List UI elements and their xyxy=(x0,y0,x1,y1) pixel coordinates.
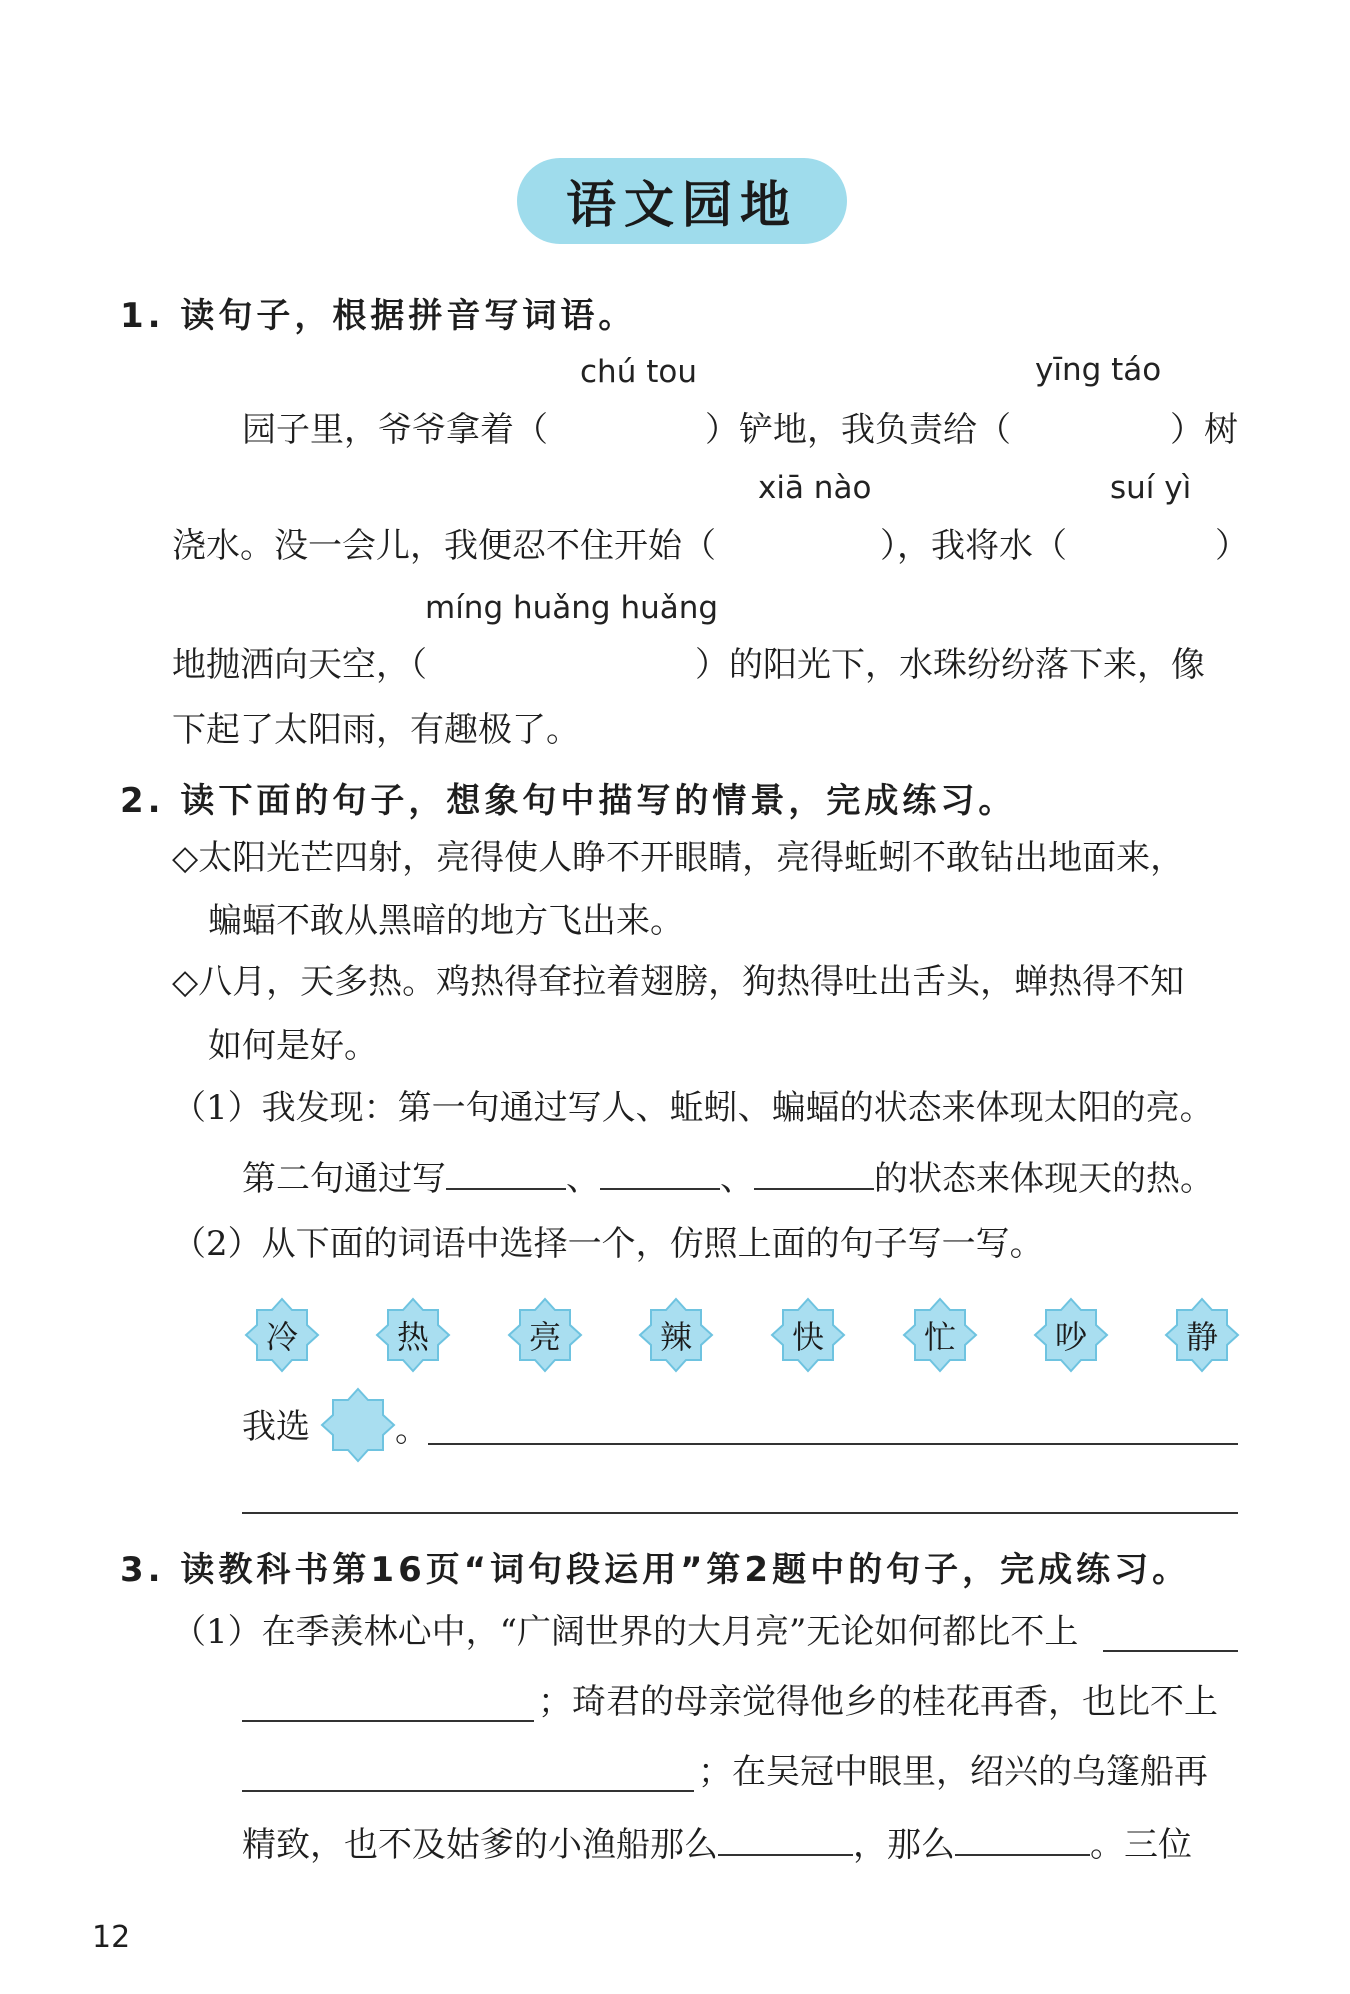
pinyin-suiyi: suí yì xyxy=(1110,470,1192,506)
answer-blank[interactable] xyxy=(718,1824,853,1856)
q2-part1-text-b: 的状态来体现天的热。 xyxy=(874,1159,1214,1199)
answer-blank[interactable] xyxy=(754,1158,874,1190)
word-tile[interactable] xyxy=(638,1297,714,1373)
q1-heading: 1. 读句子，根据拼音写词语。 xyxy=(120,296,637,336)
page-number: 12 xyxy=(92,1920,131,1955)
q3-line3: ；在吴冠中眼里，绍兴的乌篷船再 xyxy=(698,1752,1208,1792)
q2-sentence2-a: ◇八月，天多热。鸡热得耷拉着翅膀，狗热得吐出舌头，蝉热得不知 xyxy=(172,962,1185,1002)
word-tile-label: 快 xyxy=(791,1318,824,1356)
word-tile[interactable] xyxy=(1164,1297,1240,1373)
answer-blank[interactable] xyxy=(955,1824,1090,1856)
q3-heading: 3. 读教科书第16页“词句段运用”第2题中的句子，完成练习。 xyxy=(120,1550,1191,1590)
answer-blank[interactable] xyxy=(446,1158,566,1190)
q2-sentence1-b: 蝙蝠不敢从黑暗的地方飞出来。 xyxy=(208,901,684,941)
answer-line[interactable] xyxy=(428,1443,1238,1445)
answer-line[interactable] xyxy=(242,1512,1238,1514)
answer-blank[interactable] xyxy=(600,1158,720,1190)
q2-sentence1-a: ◇太阳光芒四射，亮得使人睁不开眼睛，亮得蚯蚓不敢钻出地面来， xyxy=(172,838,1185,878)
answer-line[interactable] xyxy=(242,1720,534,1722)
section-title-badge xyxy=(517,158,847,244)
pinyin-chutou: chú tou xyxy=(580,354,697,390)
q2-part1-sep2: 、 xyxy=(720,1159,754,1199)
q2-part1-sep1: 、 xyxy=(566,1159,600,1199)
choose-label: 我选 xyxy=(242,1407,310,1447)
q3-line4-text-b: ，那么 xyxy=(853,1825,955,1865)
q2-part1-line1: （1）我发现：第一句通过写人、蚯蚓、蝙蝠的状态来体现太阳的亮。 xyxy=(172,1088,1214,1128)
q2-heading: 2. 读下面的句子，想象句中描写的情景，完成练习。 xyxy=(120,781,1017,821)
choose-period: 。 xyxy=(395,1410,429,1450)
word-tile-label: 静 xyxy=(1185,1318,1218,1356)
answer-line[interactable] xyxy=(1103,1650,1238,1652)
q1-line4: 下起了太阳雨，有趣极了。 xyxy=(172,710,580,750)
q1-line3-a: 地抛洒向天空，（ xyxy=(172,645,427,685)
section-title: 语文园地 xyxy=(566,175,798,234)
pinyin-yingtao: yīng táo xyxy=(1035,352,1162,388)
word-tile-label: 吵 xyxy=(1054,1318,1087,1356)
word-tile[interactable] xyxy=(770,1297,846,1373)
q2-sentence2-b: 如何是好。 xyxy=(208,1026,378,1066)
q2-part1-line2 xyxy=(242,1158,1214,1199)
q2-part1-text-a: 第二句通过写 xyxy=(242,1159,446,1199)
q1-line3-b: ）的阳光下，水珠纷纷落下来，像 xyxy=(695,645,1205,685)
pinyin-xianao: xiā nào xyxy=(758,470,872,506)
word-tile-label: 亮 xyxy=(528,1318,561,1356)
word-tile-label: 忙 xyxy=(923,1318,956,1356)
q1-line2-b: ），我将水（ xyxy=(880,526,1067,566)
word-tile[interactable] xyxy=(1033,1297,1109,1373)
q3-line4-text-a: 精致，也不及姑爹的小渔船那么 xyxy=(242,1825,718,1865)
word-tile[interactable] xyxy=(902,1297,978,1373)
word-tile[interactable] xyxy=(244,1297,320,1373)
q2-part2: （2）从下面的词语中选择一个，仿照上面的句子写一写。 xyxy=(172,1224,1044,1264)
star-tile-icon xyxy=(320,1387,396,1463)
word-tile[interactable] xyxy=(375,1297,451,1373)
answer-line[interactable] xyxy=(242,1790,694,1792)
q1-line2-c: ） xyxy=(1215,526,1249,566)
q1-line1-c: ）树 xyxy=(1170,410,1238,450)
chosen-word-tile[interactable] xyxy=(320,1387,396,1463)
q1-line1-a: 园子里，爷爷拿着（ xyxy=(242,410,548,450)
word-tile-label: 冷 xyxy=(265,1318,298,1356)
q3-line1: （1）在季羡林心中，“广阔世界的大月亮”无论如何都比不上 xyxy=(172,1612,1079,1652)
word-tile[interactable] xyxy=(507,1297,583,1373)
q1-line1-b: ）铲地，我负责给（ xyxy=(705,410,1011,450)
word-tile-label: 辣 xyxy=(659,1318,692,1356)
word-tile-label: 热 xyxy=(396,1318,429,1356)
q3-line4-text-c: 。三位 xyxy=(1090,1825,1192,1865)
q1-line2-a: 浇水。没一会儿，我便忍不住开始（ xyxy=(172,526,716,566)
q3-line4 xyxy=(242,1824,1192,1865)
pinyin-minghuanghuang: míng huǎng huǎng xyxy=(425,590,719,626)
q3-line2: ；琦君的母亲觉得他乡的桂花再香，也比不上 xyxy=(538,1682,1218,1722)
